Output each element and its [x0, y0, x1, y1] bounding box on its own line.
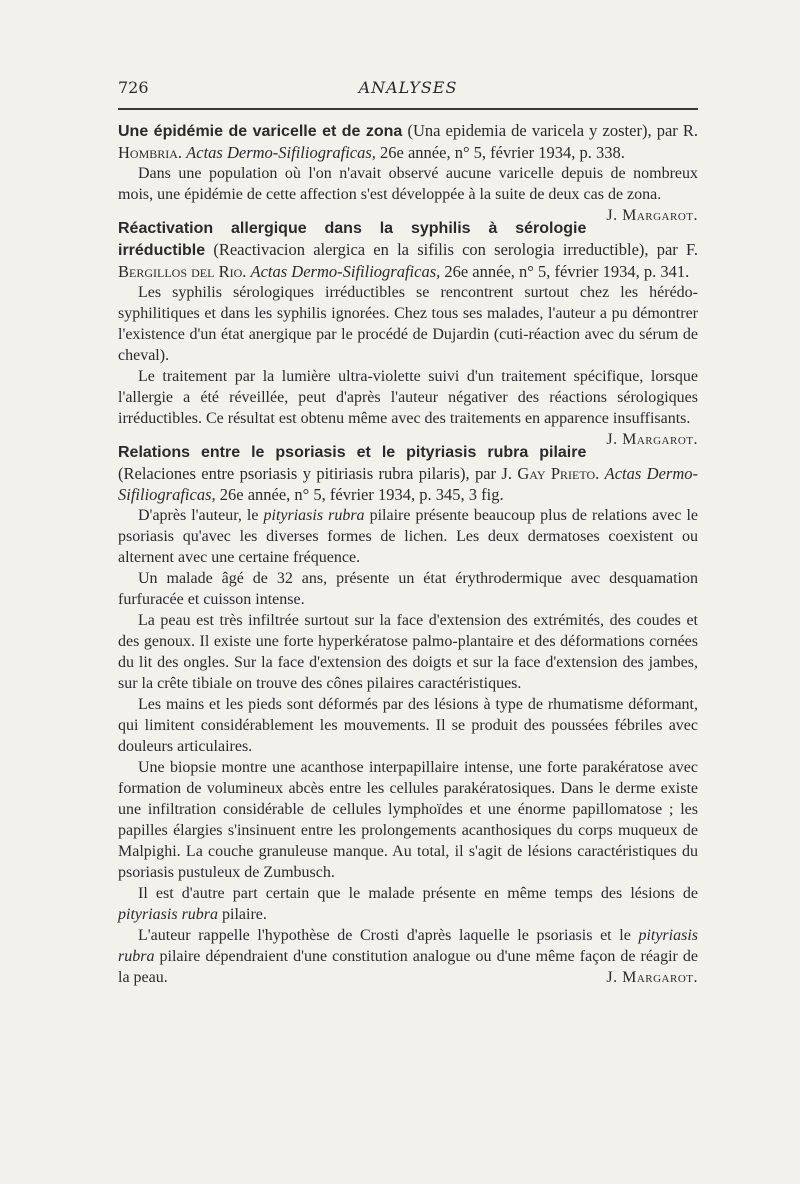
paragraph-text: pilaire dépendraient d'une constitution analogue ou d'une même façon de réagir de la peau. [118, 948, 698, 986]
header-rule [118, 108, 698, 110]
paragraph-text: L'auteur rappelle l'hypothèse de Crosti d'après laquelle le psoriasis et le [138, 927, 639, 944]
abstract-paragraph [118, 925, 698, 988]
journal-name: Actas Dermo-Sifiliograficas, [250, 262, 441, 281]
citation-text: 26e année, n° 5, février 1934, p. 338. [375, 143, 625, 162]
disease-name: pityriasis rubra [118, 906, 219, 923]
paragraph-text: pilaire. [218, 906, 267, 923]
paragraph-text: Dans une population où l'on n'avait observé aucune varicelle depuis de nombreux mois, une épidémie de cette affection s'est développée à la suite de deux cas de zona. [118, 165, 698, 203]
paragraph-text: Il est d'autre part certain que le malade présente en même temps des lésions de [138, 885, 698, 902]
article [118, 217, 698, 448]
abstract-paragraph: Une biopsie montre une acanthose interpapillaire intense, une forte parakératose avec formation de volumineux abcès entre les cellules parakératosiques. Dans le derme existe une infiltration considérable de cellules lymphoïdes et une énorme papillomatose ; les papilles élargies s'insinuent entre les prolongements acanthosiques du corps muqueux de Malpighi. La couche granuleuse manque. Au total, il s'agit de lésions caractéristiques du psoriasis pustuleux de Zumbusch. [118, 759, 698, 881]
citation-text: . [177, 143, 187, 162]
abstract-paragraph [118, 883, 698, 925]
signature: J. Margarot. [606, 969, 698, 986]
author-name: Hombria [118, 143, 178, 162]
article-list [118, 120, 698, 1000]
article-heading [118, 217, 698, 282]
paragraph-text: Le traitement par la lumière ultra-violette suivi d'un traitement spécifique, lorsque l'allergie a été réveillée, peut d'après l'auteur négativer des réactions sérologiques irréductibles. Ce résultat est obtenu même avec des traitements en apparence insuffisants. [118, 368, 698, 427]
running-title: ANALYSES [358, 78, 458, 97]
paragraph-text: D'après l'auteur, le [138, 507, 264, 524]
abstract-paragraph: La peau est très infiltrée surtout sur la face d'extension des extrémités, des coudes et des genoux. Il existe une forte hyperkératose palmo-plantaire et des déformations cornées du lit des ongles. Sur la face d'extension des doigts et sur la face d'extension des jambes, sur la crête tibiale on trouve des cônes pilaires caractéristiques. [118, 612, 698, 692]
abstract-paragraph [118, 505, 698, 568]
signature: J. Margarot. [606, 207, 698, 224]
article-title: Une épidémie de varicelle et de zona [118, 123, 403, 140]
article-title: Réactivation allergique dans la syphilis à sérologie irréductible [118, 220, 587, 259]
abstract-paragraph: Les syphilis sérologiques irréductibles se rencontrent surtout chez les hérédo-syphilitiques et dans les syphilis ignorées. Chez tous ses malades, l'auteur a pu démontrer l'existence d'un état anergique par le procédé de Dujardin (cuti-réaction avec du sérum de cheval). [118, 284, 698, 364]
running-head [118, 78, 698, 106]
citation-text: . [242, 262, 251, 281]
paragraph-text: pilaire présente beaucoup plus de relations avec le psoriasis qu'avec les diverses formes de lichen. Les deux dermatoses coexistent ou alternent avec une certaine fréquence. [118, 507, 698, 566]
abstract-paragraph: Un malade âgé de 32 ans, présente un état érythrodermique avec desquamation furfuracée et cuisson intense. [118, 570, 698, 608]
author-name: Gay Prieto [517, 464, 596, 483]
article-title: Relations entre le psoriasis et le pityriasis rubra pilaire [118, 444, 587, 461]
signature: J. Margarot. [606, 431, 698, 448]
author-name: Bergillos del Rio [118, 262, 243, 281]
abstract-paragraph: Les mains et les pieds sont déformés par des lésions à type de rhumatisme déformant, qui limitent considérablement les mouvements. Il se produit des poussées fébriles avec douleurs articulaires. [118, 696, 698, 755]
disease-name: pityriasis rubra [263, 507, 365, 524]
citation-text: (Reactivacion alergica en la sifilis con serologia irreductible), par F. [205, 240, 698, 259]
article [118, 441, 698, 988]
citation-text: (Una epidemia de varicela y zoster), par R. [402, 121, 699, 140]
article [118, 120, 699, 224]
citation-text: . [595, 464, 605, 483]
journal-name: Actas Dermo-Sifiliograficas, [186, 143, 376, 162]
abstract-paragraph [118, 366, 698, 448]
article-heading [118, 441, 698, 505]
citation-text: 26e année, n° 5, février 1934, p. 341. [440, 262, 690, 281]
disease-name: pityriasis rubra [118, 927, 698, 965]
page-number: 726 [118, 78, 149, 97]
journal-name: Actas Dermo-Sifiliograficas, [118, 464, 699, 504]
citation-text: (Relaciones entre psoriasis y pitiriasis rubra pilaris), par J. [118, 464, 518, 483]
article-heading [118, 120, 698, 163]
abstract-paragraph [118, 163, 698, 224]
citation-text: 26e année, n° 5, février 1934, p. 345, 3 fig. [215, 485, 504, 504]
